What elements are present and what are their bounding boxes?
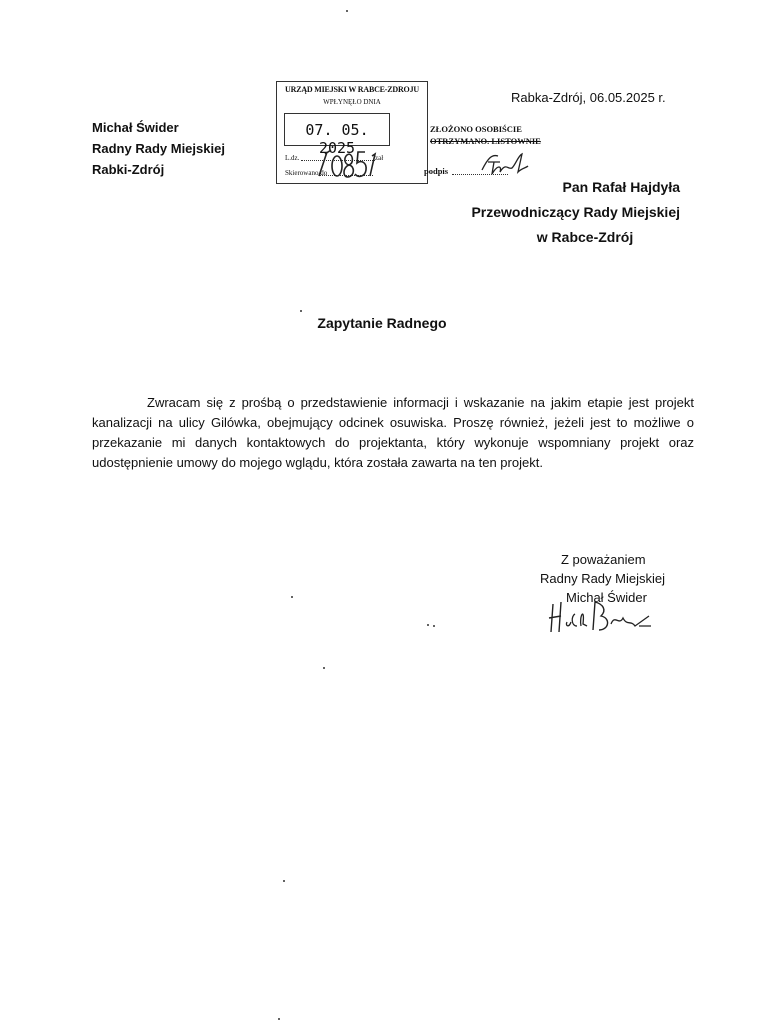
scan-speck bbox=[283, 880, 285, 882]
place-date: Rabka-Zdrój, 06.05.2025 r. bbox=[511, 90, 666, 105]
scan-speck bbox=[300, 310, 302, 312]
closing-name: Michał Świder bbox=[566, 590, 647, 605]
closing-role: Radny Rady Miejskiej bbox=[540, 571, 665, 586]
stamp-delivery-options bbox=[430, 123, 541, 147]
letter-body bbox=[92, 393, 694, 473]
stamp-option-personal: ZŁOŻONO OSOBIŚCIE bbox=[430, 124, 522, 134]
scan-speck bbox=[346, 10, 348, 12]
stamp-option-mail: OTRZYMANO. LISTOWNIE bbox=[430, 136, 541, 146]
letter-subject-text: Zapytanie Radnego bbox=[317, 315, 447, 331]
stamp-zal-label: zał bbox=[375, 154, 384, 162]
recipient-title: Przewodniczący Rady Miejskiej bbox=[471, 204, 680, 220]
stamp-podpis-label: podpis bbox=[424, 166, 449, 176]
recipient-place: w Rabce-Zdrój bbox=[536, 229, 634, 245]
stamp-signature-scribble bbox=[478, 150, 530, 178]
letter-subject bbox=[0, 315, 768, 331]
sender-block bbox=[92, 117, 225, 180]
stamp-date-box bbox=[284, 113, 390, 157]
stamp-ldz-label: L.dz. bbox=[285, 154, 300, 162]
stamp-subheader: WPŁYNĘŁO DNIA bbox=[323, 98, 381, 106]
registry-stamp bbox=[276, 81, 428, 184]
recipient-block bbox=[430, 175, 680, 250]
sender-name: Michał Świder bbox=[92, 120, 179, 135]
scan-speck bbox=[323, 667, 325, 669]
sender-role: Radny Rady Miejskiej bbox=[92, 141, 225, 156]
stamp-header: URZĄD MIEJSKI W RABCE-ZDROJU bbox=[285, 85, 419, 94]
body-paragraph: Zwracam się z prośbą o przedstawienie informacji i wskazanie na jakim etapie jest projekt kanalizacji na ulicy Gilówka, obejmujący odcinek osuwiska. Proszę również, jeżeli jest to możliwe o przekazanie mi danych kontaktowych do projektanta, który wykonuje wspomniany projekt oraz udostępnienie umowy do mojego wglądu, która została zawarta na ten projekt. bbox=[92, 395, 694, 470]
closing-greeting: Z poważaniem bbox=[561, 552, 646, 567]
scan-speck bbox=[427, 624, 429, 626]
recipient-name: Pan Rafał Hajdyła bbox=[562, 179, 680, 195]
handwritten-registry-number bbox=[313, 146, 377, 182]
scan-speck bbox=[291, 596, 293, 598]
sender-city: Rabki-Zdrój bbox=[92, 162, 165, 177]
scan-speck bbox=[433, 625, 435, 627]
stamp-skierowano-label: Skierowano do bbox=[285, 169, 328, 177]
stamp-date: 07. 05. 2025 bbox=[305, 121, 369, 157]
scan-speck bbox=[278, 1018, 280, 1020]
handwritten-signature bbox=[545, 596, 655, 636]
